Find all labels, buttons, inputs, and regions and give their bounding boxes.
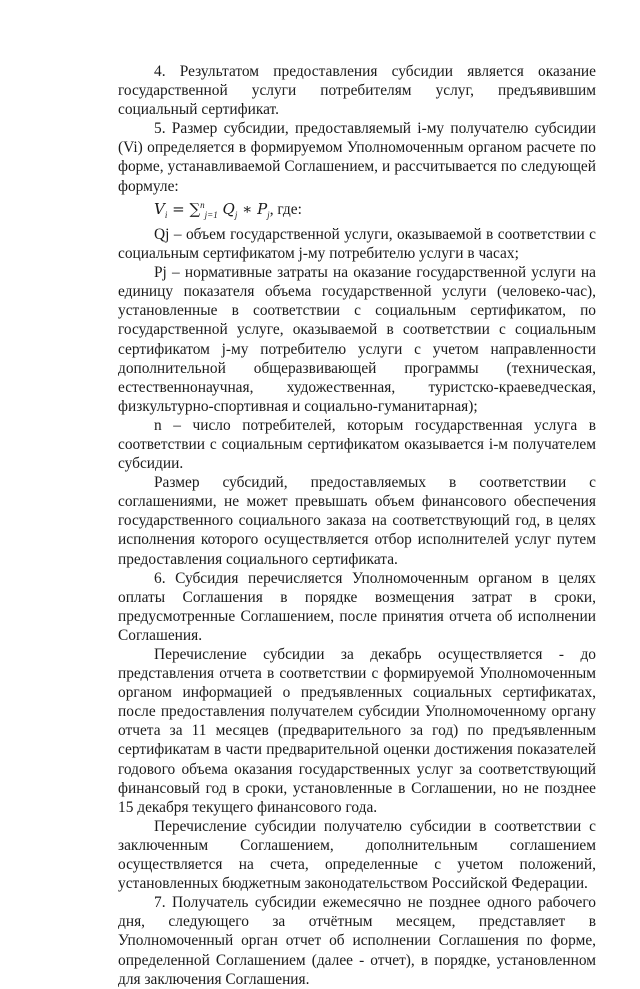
formula-lhs: V bbox=[154, 199, 165, 218]
formula-sum-sub: j=1 bbox=[204, 209, 218, 220]
formula-lhs-sub: i bbox=[164, 209, 168, 220]
paragraph-5: 5. Размер субсидии, предоставляемый i-му получателю субсидии (Vi) определяется в формируемом Уполномоченным органом расчете по форме, устанавливаемой Соглашением, и рассчитывается по следующей формуле: bbox=[118, 120, 596, 195]
document-body bbox=[118, 62, 596, 989]
paragraph-6: 6. Субсидия перечисляется Уполномоченным органом в целях оплаты Соглашения в порядке возмещения затрат в сроки, предусмотренные Соглашением, после принятия отчета об исполнении Соглашения. bbox=[118, 569, 596, 644]
definition-n: n – число потребителей, которым государственная услуга в соответствии с социальным сертификатом оказывается i-м получателем субсидии. bbox=[118, 416, 596, 473]
definition-qj: Qj – объем государственной услуги, оказываемой в соответствии с социальным сертификатом j-му потребителю услуги в часах; bbox=[118, 225, 596, 263]
formula-p-sub: j bbox=[267, 209, 270, 220]
paragraph-4: 4. Результатом предоставления субсидии является оказание государственной услуги потребителям услуг, предъявившим социальный сертификат. bbox=[118, 63, 596, 119]
subsidy-formula bbox=[118, 196, 596, 225]
formula-sum: = ∑ bbox=[167, 199, 201, 218]
formula-p: ∗ P bbox=[237, 199, 268, 218]
definition-pj: Pj – нормативные затраты на оказание государственной услуги на единицу показателя объема государственной услуги (человеко-час), установленные в соответствии с социальным сертификатом, по государственной услуге, оказываемой в соответствии с социальным сертификатом j-му потребителю услуги с учетом направленности дополнительной общеразвивающей программы (техническая, естественнонаучная, художественная, туристско-краеведческая, физкультурно-спортивная и социально-гуманитарная); bbox=[118, 264, 596, 415]
paragraph-subsidy-size: Размер субсидий, предоставляемых в соответствии с соглашениями, не может превышать объем финансового обеспечения государственного социального заказа на соответствующий год, в целях исполнения которого осуществляется отбор исполнителей услуг путем предоставления социального сертификата. bbox=[118, 474, 596, 568]
paragraph-7: 7. Получатель субсидии ежемесячно не позднее одного рабочего дня, следующего за отчётным месяцем, представляет в Уполномоченный орган отчет об исполнении Соглашения по форме, определенной Соглашением (далее - отчет), в порядке, установленном для заключения Соглашения. bbox=[118, 894, 596, 988]
paragraph-december-transfer: Перечисление субсидии за декабрь осуществляется - до представления отчета в соответствии с формируемой Уполномоченным органом информацией о предъявленных социальных сертификатах, после предоставления получателем субсидии Уполномоченному органу отчета за 11 месяцев (предварительного за год) по предъявленным сертификатам в части предварительной оценки достижения показателей годового объема оказания государственных услуг за соответствующий финансовый год в сроки, установленные в Соглашении, но не позднее 15 декабря текущего финансового года. bbox=[118, 646, 596, 816]
formula-suffix: , где: bbox=[269, 200, 302, 218]
paragraph-transfer-accounts: Перечисление субсидии получателю субсидии в соответствии с заключенным Соглашением, дополнительным соглашением осуществляется на счета, определенные с учетом положений, установленных бюджетным законодательством Российской Федерации. bbox=[118, 817, 596, 893]
formula-q-sub: j bbox=[234, 209, 238, 220]
formula-sum-sup: n bbox=[200, 199, 205, 210]
formula-q: Q bbox=[217, 199, 235, 218]
